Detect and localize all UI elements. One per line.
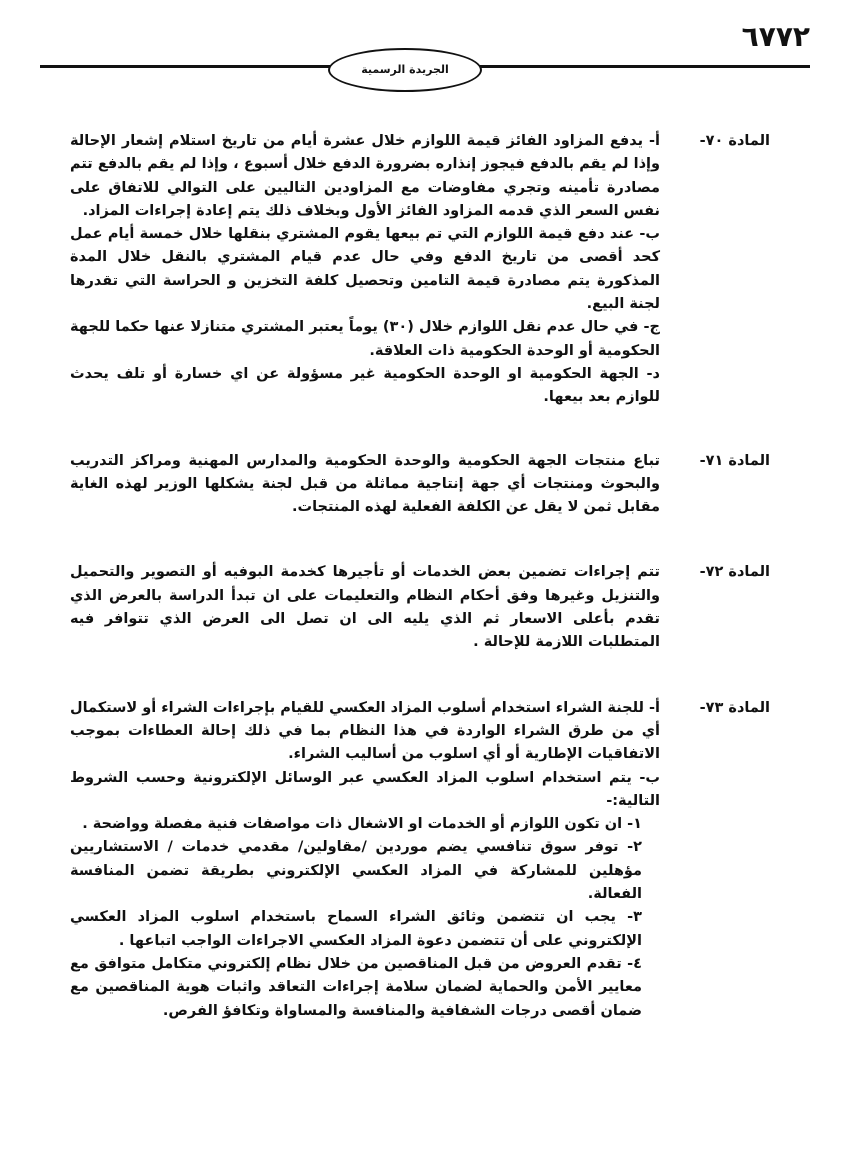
article-70 [70,130,770,410]
article-body [70,450,660,520]
article-label: المادة ٧٠- [699,133,770,149]
article-text: تباع منتجات الجهة الحكومية والوحدة الحكومية والمدارس المهنية ومراكز التدريب والبحوث ومنتجات أي جهة إنتاجية مماثلة من قبل لجنة يشكلها الوزير لهذه الغاية مقابل ثمن لا يقل عن الكلفة الفعلية لهذه المنتجات. [70,452,660,516]
article-body [70,130,660,410]
condition-item: ٢- توفر سوق تنافسي يضم موردين /مقاولين/ مقدمي خدمات / الاستشاريين مؤهلين للمشاركة في المزاد العكسي الإلكتروني بطريقة تضمن المنافسة الفعالة. [70,839,642,903]
article-body [70,697,660,1023]
article-72 [70,561,770,654]
condition-item: ١- ان تكون اللوازم أو الخدمات او الاشغال ذات مواصفات فنية مفصلة وواضحة . [82,816,642,833]
condition-item: ٣- يجب ان تتضمن وثائق الشراء السماح باستخدام اسلوب المزاد العكسي الإلكتروني على أن تتضمن دعوة المزاد العكسي الاجراءات الواجب اتباعها . [70,909,642,949]
article-text: تتم إجراءات تضمين بعض الخدمات أو تأجيرها كخدمة البوفيه أو التصوير والتحميل والتنزيل وغيرها وفق أحكام النظام والتعليمات على ان تبدأ الدراسة بالعرض الذي تقدم بأعلى الاسعار ثم الذي يليه الى ان تصل الى العرض الذي تتوافر فيه المتطلبات اللازمة للإحالة . [70,564,660,651]
article-label: المادة ٧٣- [699,699,770,716]
article-body [70,561,660,654]
document-body [70,130,770,1045]
clause-b: ب- يتم استخدام اسلوب المزاد العكسي عبر الوسائل الإلكترونية وحسب الشروط التالية:- [70,769,660,809]
clause-c: ج- في حال عدم نقل اللوازم خلال (٣٠) يوماً يعتبر المشتري متنازلا عنها حكما للجهة الحكومية أو الوحدة الحكومية ذات العلاقة. [70,319,661,359]
article-73 [70,697,770,1023]
page-number: ٦٧٧٢ [741,20,810,53]
clause-b: ب- عند دفع قيمة اللوازم التي تم بيعها يقوم المشتري بنقلها خلال خمسة أيام عمل كحد أقصى من تاريخ الدفع وفي حال عدم قيام المشتري بالنقل خلال المدة المذكورة يتم مصادرة قيمة التامين وتحصيل كلفة التخزين و الحراسة التي تقدرها لجنة البيع. [70,226,660,313]
article-label: المادة ٧١- [699,452,770,469]
clause-a: أ- للجنة الشراء استخدام أسلوب المزاد العكسي للقيام بإجراءات الشراء أو لاستكمال أي من طرق الشراء الواردة في هذا النظام بما في ذلك إحالة العطاءات بموجب الاتفاقيات الإطارية أو أي اسلوب من أساليب الشراء. [70,699,660,763]
gazette-title: الجريدة الرسمية [361,63,449,76]
article-71 [70,450,770,520]
condition-item: ٤- تقدم العروض من قبل المناقصين من خلال نظام إلكتروني متكامل متوافق مع معايير الأمن والحماية لضمان سلامة إجراءات التعاقد واثبات هوية المناقصين مع ضمان أقصى درجات الشفافية والمنافسة والمساواة وتكافؤ الفرص. [70,955,642,1019]
page-header [40,20,810,90]
clause-a: أ- يدفع المزاود الفائز قيمة اللوازم خلال عشرة أيام من تاريخ استلام إشعار الإحالة وإذا لم يقم بالدفع فيجوز إنذاره بضرورة الدفع خلال أسبوع ، وإذا لم يقم بالدفع تتم مصادرة تأمينه وتجري مفاوضات مع المزاودين التاليين على التوالي للاتفاق على نفس السعر الذي قدمه المزاود الفائز الأول وبخلاف ذلك يتم إعادة إجراءات المزاد. [70,133,660,219]
clause-d: د- الجهة الحكومية او الوحدة الحكومية غير مسؤولة عن اي خسارة أو تلف يحدث للوازم بعد بيعها. [70,365,660,406]
article-label: المادة ٧٢- [699,564,770,581]
gazette-title-badge [328,48,482,92]
